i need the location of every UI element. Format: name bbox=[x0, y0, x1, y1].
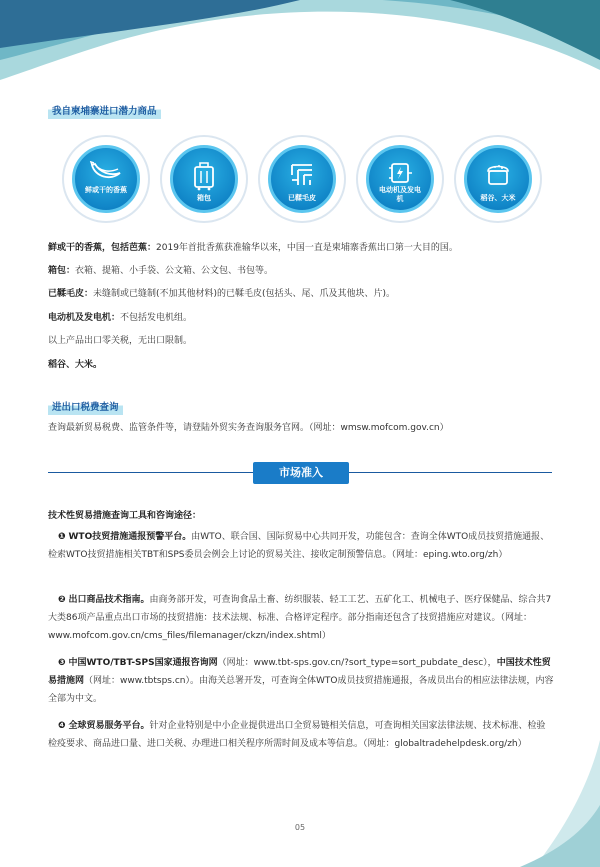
item-text: 由商务部开发，可查询食品土畜、纺织服装、轻工工艺、五矿化工、机械电子、医疗保健品、综合共7大类86项产品重点出口市场的技贸措施：技术法规、标准、合格评定程序。部分指南还包含了技贸措施应对建议。（网址：www.mofcom.gov.cn/cms_files/filemanager/ckzn/index.shtml） bbox=[48, 595, 552, 641]
item-text: 针对企业特别是中小企业提供进出口全贸易链相关信息，可查询相关国家法律法规、技术标准、检验检疫要求、商品进口量、进口关税、办理进口相关程序所需时间及成本等信息。（网址：globaltradehelpdesk.org/zh） bbox=[48, 721, 546, 749]
item-number: ❸ bbox=[58, 658, 66, 668]
product-icon-luggage bbox=[160, 135, 248, 223]
item-title: 中国WTO/TBT-SPS国家通报咨询网 bbox=[68, 658, 218, 668]
tax-query-text: 查询最新贸易税费、监管条件等，请登陆外贸实务查询服务官网。（网址：wmsw.mofcom.gov.cn） bbox=[48, 423, 449, 433]
product-term: 电动机及发电机： bbox=[48, 313, 121, 323]
page-number: 05 bbox=[294, 823, 306, 832]
item-title-secondary: 中国技术性贸易措施网 bbox=[48, 658, 551, 686]
item-text-secondary: （网址：www.tbtsps.cn）。由海关总署开发，可查询全体WTO成员技贸措施通报，各成员出台的相应法律法规，内容全部为中文。 bbox=[48, 676, 554, 704]
icon-label-fur: 已鞣毛皮 bbox=[288, 194, 316, 202]
product-term: 箱包： bbox=[48, 266, 76, 276]
icon-label-motor: 电动机及发电机 bbox=[379, 186, 421, 203]
product-note-tariff bbox=[48, 333, 552, 349]
product-description-banana bbox=[48, 240, 552, 256]
product-icon-banana bbox=[62, 135, 150, 223]
item-title: WTO技贸措施通报预警平台。 bbox=[68, 532, 192, 542]
tool-item-wto-eping bbox=[48, 528, 554, 564]
tools-heading: 技术性贸易措施查询工具和咨询途径： bbox=[48, 511, 202, 521]
item-number: ❷ bbox=[58, 595, 66, 605]
icon-label-rice: 稻谷、大米 bbox=[480, 194, 516, 202]
fur-icon bbox=[288, 161, 316, 189]
tool-item-tbt-sps bbox=[48, 654, 554, 708]
product-description-rice bbox=[48, 357, 552, 373]
product-desc: 2019年首批香蕉获准输华以来，中国一直是柬埔寨香蕉出口第一大目的国。 bbox=[156, 243, 458, 253]
product-desc: 以上产品出口零关税，无出口限制。 bbox=[48, 336, 193, 346]
product-description-luggage bbox=[48, 263, 552, 279]
icon-label-banana: 鲜或干的香蕉 bbox=[85, 186, 127, 194]
product-description-motor bbox=[48, 310, 552, 326]
luggage-icon bbox=[192, 161, 216, 191]
product-desc: 未缝制或已缝制(不加其他材料)的已鞣毛皮(包括头、尾、爪及其他块、片)。 bbox=[93, 289, 396, 299]
product-description-fur bbox=[48, 286, 552, 302]
product-icon-motor bbox=[356, 135, 444, 223]
banana-icon bbox=[89, 161, 123, 183]
icon-label-luggage: 箱包 bbox=[197, 194, 211, 202]
product-term: 已鞣毛皮： bbox=[48, 289, 94, 299]
section-title-tax-query: 进出口税费查询 bbox=[48, 398, 123, 415]
product-icon-row bbox=[62, 130, 542, 230]
item-text: （网址：www.tbt-sps.gov.cn/?sort_type=sort_pubdate_desc）， bbox=[217, 658, 497, 668]
product-term: 稻谷、大米。 bbox=[48, 360, 103, 370]
banner-divider-left bbox=[48, 472, 253, 473]
banner-title: 市场准入 bbox=[253, 462, 349, 484]
item-number: ❹ bbox=[58, 721, 66, 731]
rice-icon bbox=[484, 161, 512, 187]
item-title: 全球贸易服务平台。 bbox=[68, 721, 150, 731]
product-term: 鲜或干的香蕉，包括芭蕉： bbox=[48, 243, 157, 253]
section-title-potential-imports: 我自柬埔寨进口潜力商品 bbox=[48, 102, 161, 119]
item-title: 出口商品技术指南。 bbox=[68, 595, 150, 605]
item-text: 由WTO、联合国、国际贸易中心共同开发，功能包含：查询全体WTO成员技贸措施通报、检索WTO技贸措施相关TBT和SPS委员会例会上讨论的贸易关注、接收定制预警信息。（网址：eping.wto.org/zh） bbox=[48, 532, 550, 560]
product-desc: 不包括发电机组。 bbox=[120, 313, 193, 323]
market-access-banner bbox=[48, 462, 552, 484]
motor-icon bbox=[387, 161, 413, 185]
banner-divider-right bbox=[349, 472, 552, 473]
item-number: ❶ bbox=[58, 532, 66, 542]
product-icon-rice bbox=[454, 135, 542, 223]
tool-item-global-trade bbox=[48, 717, 554, 753]
tool-item-export-guide bbox=[48, 591, 554, 645]
product-desc: 衣箱、提箱、小手袋、公文箱、公文包、书包等。 bbox=[75, 266, 274, 276]
product-icon-fur bbox=[258, 135, 346, 223]
